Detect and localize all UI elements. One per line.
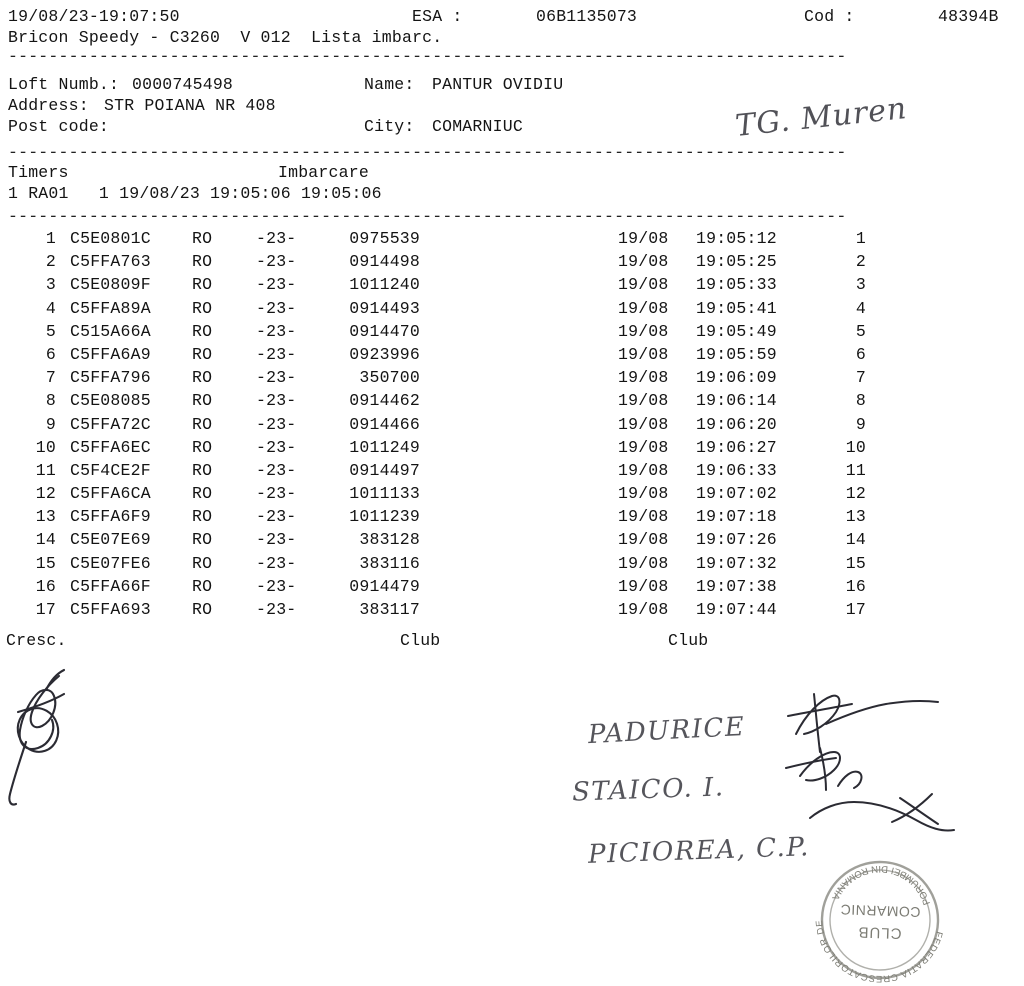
basket-time: 19:07:18 — [696, 507, 777, 527]
basket-date: 19/08 — [618, 252, 669, 272]
basket-time: 19:07:02 — [696, 484, 777, 504]
sequence-number: 15 — [845, 553, 866, 573]
basket-time: 19:05:59 — [696, 344, 777, 364]
sequence-number: 12 — [845, 484, 866, 504]
basket-time: 19:05:49 — [696, 321, 777, 341]
chip-number: C5FFA796 — [70, 368, 151, 388]
table-row — [8, 414, 1016, 437]
table-row — [8, 599, 1016, 622]
basket-date: 19/08 — [618, 576, 669, 596]
country-code: RO — [192, 252, 213, 272]
basket-date: 19/08 — [618, 344, 669, 364]
table-row — [8, 460, 1016, 483]
imbarcare-label: Imbarcare — [278, 163, 369, 182]
basket-time: 19:06:27 — [696, 437, 777, 457]
club-signatures — [780, 690, 980, 865]
chip-number: C5E0801C — [70, 229, 151, 248]
table-row — [8, 367, 1016, 390]
header-esa-label: ESA : — [412, 7, 463, 26]
basket-time: 19:06:09 — [696, 368, 777, 388]
year-code: -23- — [256, 553, 297, 573]
handwritten-city-note: TG. Muren — [733, 91, 909, 144]
basket-date: 19/08 — [618, 414, 669, 434]
sequence-number: 7 — [855, 368, 866, 388]
document-header — [8, 6, 1018, 48]
row-index: 16 — [35, 576, 56, 596]
country-code: RO — [192, 460, 213, 480]
country-code: RO — [192, 507, 213, 527]
year-code: -23- — [256, 275, 297, 295]
loft-number-line — [8, 74, 1018, 95]
year-code: -23- — [256, 460, 297, 480]
chip-number: C5FFA66F — [70, 576, 151, 596]
table-row — [8, 553, 1016, 576]
stamp-club-word: CLUB — [857, 923, 902, 942]
basket-time: 19:05:25 — [696, 252, 777, 272]
ring-number: 0914462 — [349, 391, 420, 411]
year-code: -23- — [256, 321, 297, 341]
club-stamp — [806, 850, 954, 986]
row-index: 3 — [45, 275, 56, 295]
row-index: 9 — [45, 414, 56, 434]
divider-rule-2: ----------------------------------------------------------------------------------- — [8, 148, 847, 158]
header-line-2 — [8, 27, 1018, 48]
divider-rule-1: ----------------------------------------------------------------------------------- — [8, 52, 847, 62]
ring-number: 1011239 — [349, 507, 420, 527]
table-row — [8, 437, 1016, 460]
sequence-number: 13 — [845, 507, 866, 527]
chip-number: C5E07FE6 — [70, 553, 151, 573]
header-cod-value: 48394B — [938, 7, 999, 26]
country-code: RO — [192, 553, 213, 573]
row-index: 4 — [45, 298, 56, 318]
row-index: 12 — [35, 484, 56, 504]
row-index: 6 — [45, 344, 56, 364]
sequence-number: 9 — [855, 414, 866, 434]
row-index: 10 — [35, 437, 56, 457]
address-label: Address: — [8, 96, 89, 115]
footer-labels — [0, 630, 1024, 660]
header-esa-value: 06B1135073 — [536, 7, 638, 26]
stamp-club-name: COMARNIC — [839, 901, 921, 921]
year-code: -23- — [256, 368, 297, 388]
sequence-number: 8 — [855, 391, 866, 411]
country-code: RO — [192, 414, 213, 434]
table-row — [8, 321, 1016, 344]
table-row — [8, 506, 1016, 529]
year-code: -23- — [256, 600, 297, 619]
year-code: -23- — [256, 391, 297, 411]
basket-date: 19/08 — [618, 321, 669, 341]
chip-number: C5E08085 — [70, 391, 151, 411]
basket-date: 19/08 — [618, 460, 669, 480]
table-row — [8, 576, 1016, 599]
header-cod-label: Cod : — [804, 7, 855, 26]
basket-date: 19/08 — [618, 530, 669, 550]
ring-number: 0914497 — [349, 460, 420, 480]
city-label: City: — [364, 117, 415, 136]
ring-number: 383128 — [359, 530, 420, 550]
chip-number: C5FFA89A — [70, 298, 151, 318]
year-code: -23- — [256, 252, 297, 272]
sequence-number: 10 — [845, 437, 866, 457]
country-code: RO — [192, 530, 213, 550]
row-index: 14 — [35, 530, 56, 550]
table-row — [8, 274, 1016, 297]
header-datetime: 19/08/23-19:07:50 — [8, 7, 180, 26]
country-code: RO — [192, 229, 213, 248]
chip-number: C5FFA6F9 — [70, 507, 151, 527]
sequence-number: 5 — [855, 321, 866, 341]
country-code: RO — [192, 484, 213, 504]
basket-time: 19:06:14 — [696, 391, 777, 411]
name-value: PANTUR OVIDIU — [432, 75, 564, 94]
basket-date: 19/08 — [618, 600, 669, 619]
basket-time: 19:06:33 — [696, 460, 777, 480]
basket-date: 19/08 — [618, 437, 669, 457]
table-row — [8, 298, 1016, 321]
basket-time: 19:05:41 — [696, 298, 777, 318]
ring-number: 1011133 — [349, 484, 420, 504]
year-code: -23- — [256, 437, 297, 457]
loft-number-label: Loft Numb.: — [8, 75, 120, 94]
ring-number: 0914498 — [349, 252, 420, 272]
basket-time: 19:07:26 — [696, 530, 777, 550]
postcode-city-line — [8, 116, 1018, 137]
country-code: RO — [192, 391, 213, 411]
basket-date: 19/08 — [618, 229, 669, 248]
basket-time: 19:07:32 — [696, 553, 777, 573]
row-index: 7 — [45, 368, 56, 388]
ring-number: 0914479 — [349, 576, 420, 596]
basket-time: 19:07:38 — [696, 576, 777, 596]
ring-number: 0914470 — [349, 321, 420, 341]
year-code: -23- — [256, 414, 297, 434]
sequence-number: 1 — [855, 229, 866, 248]
row-index: 5 — [45, 321, 56, 341]
club-label-1: Club — [400, 631, 441, 650]
ring-number: 350700 — [359, 368, 420, 388]
basket-date: 19/08 — [618, 275, 669, 295]
ring-number: 1011240 — [349, 275, 420, 295]
pigeon-ring-table — [8, 228, 1016, 622]
country-code: RO — [192, 298, 213, 318]
chip-number: C5FFA693 — [70, 600, 151, 619]
country-code: RO — [192, 368, 213, 388]
country-code: RO — [192, 576, 213, 596]
table-row — [8, 344, 1016, 367]
name-label: Name: — [364, 75, 415, 94]
basket-date: 19/08 — [618, 298, 669, 318]
handwritten-name-1: PADURICE — [587, 711, 747, 751]
ring-number: 383116 — [359, 553, 420, 573]
row-index: 17 — [35, 600, 56, 619]
basket-date: 19/08 — [618, 368, 669, 388]
chip-number: C5FFA6CA — [70, 484, 151, 504]
country-code: RO — [192, 275, 213, 295]
country-code: RO — [192, 600, 213, 619]
club-label-2: Club — [668, 631, 709, 650]
divider-rule-3: ----------------------------------------------------------------------------------- — [8, 212, 847, 222]
chip-number: C5F4CE2F — [70, 460, 151, 480]
basket-time: 19:05:33 — [696, 275, 777, 295]
basket-time: 19:05:12 — [696, 229, 777, 248]
breeder-label: Cresc. — [6, 631, 67, 650]
row-index: 1 — [45, 229, 56, 248]
ring-number: 0975539 — [349, 229, 420, 248]
svg-text:PORUMBEI DIN ROMANIA — [829, 861, 935, 907]
table-row — [8, 251, 1016, 274]
ring-number: 1011249 — [349, 437, 420, 457]
breeder-signature — [2, 668, 152, 813]
chip-number: C5FFA72C — [70, 414, 151, 434]
basket-date: 19/08 — [618, 507, 669, 527]
timer-row-text: 1 RA01 1 19/08/23 19:05:06 19:05:06 — [8, 184, 382, 203]
row-index: 13 — [35, 507, 56, 527]
sequence-number: 14 — [845, 530, 866, 550]
sequence-number: 2 — [855, 252, 866, 272]
year-code: -23- — [256, 229, 297, 248]
chip-number: C5FFA6EC — [70, 437, 151, 457]
sequence-number: 16 — [845, 576, 866, 596]
timers-block — [8, 162, 1018, 204]
chip-number: C5E07E69 — [70, 530, 151, 550]
handwritten-name-3: PICIOREA, C.P. — [587, 832, 811, 870]
stamp-federation-text: FEDERATIA CRESCATORILOR DE — [814, 919, 945, 985]
sequence-number: 11 — [845, 460, 866, 480]
handwritten-name-2: STAICO. I. — [571, 772, 726, 808]
basket-time: 19:07:44 — [696, 600, 777, 619]
loft-number-value: 0000745498 — [132, 75, 234, 94]
address-value: STR POIANA NR 408 — [104, 96, 276, 115]
ring-number: 0923996 — [349, 344, 420, 364]
timer-row — [8, 183, 1018, 204]
table-row — [8, 529, 1016, 552]
basket-time: 19:06:20 — [696, 414, 777, 434]
basket-date: 19/08 — [618, 484, 669, 504]
city-value: COMARNIUC — [432, 117, 523, 136]
country-code: RO — [192, 437, 213, 457]
row-index: 2 — [45, 252, 56, 272]
country-code: RO — [192, 344, 213, 364]
sequence-number: 4 — [855, 298, 866, 318]
year-code: -23- — [256, 530, 297, 550]
year-code: -23- — [256, 344, 297, 364]
timers-header-line — [8, 162, 1018, 183]
year-code: -23- — [256, 507, 297, 527]
ring-number: 0914466 — [349, 414, 420, 434]
row-index: 15 — [35, 553, 56, 573]
header-line-1 — [8, 6, 1018, 27]
timers-label: Timers — [8, 163, 69, 182]
postcode-label: Post code: — [8, 117, 110, 136]
table-row — [8, 228, 1016, 251]
basket-date: 19/08 — [618, 391, 669, 411]
country-code: RO — [192, 321, 213, 341]
address-line — [8, 95, 1018, 116]
sequence-number: 6 — [855, 344, 866, 364]
chip-number: C515A66A — [70, 321, 151, 341]
ring-number: 0914493 — [349, 298, 420, 318]
table-row — [8, 483, 1016, 506]
chip-number: C5FFA6A9 — [70, 344, 151, 364]
table-row — [8, 390, 1016, 413]
stamp-porumbei-text: PORUMBEI DIN ROMANIA — [828, 862, 933, 907]
sequence-number: 3 — [855, 275, 866, 295]
row-index: 11 — [35, 460, 56, 480]
sequence-number: 17 — [845, 600, 866, 619]
year-code: -23- — [256, 298, 297, 318]
device-model-line: Bricon Speedy - C3260 V 012 Lista imbarc. — [8, 28, 443, 47]
year-code: -23- — [256, 484, 297, 504]
year-code: -23- — [256, 576, 297, 596]
ring-number: 383117 — [359, 600, 420, 619]
loft-info-block — [8, 74, 1018, 137]
chip-number: C5FFA763 — [70, 252, 151, 272]
chip-number: C5E0809F — [70, 275, 151, 295]
row-index: 8 — [45, 391, 56, 411]
basket-date: 19/08 — [618, 553, 669, 573]
